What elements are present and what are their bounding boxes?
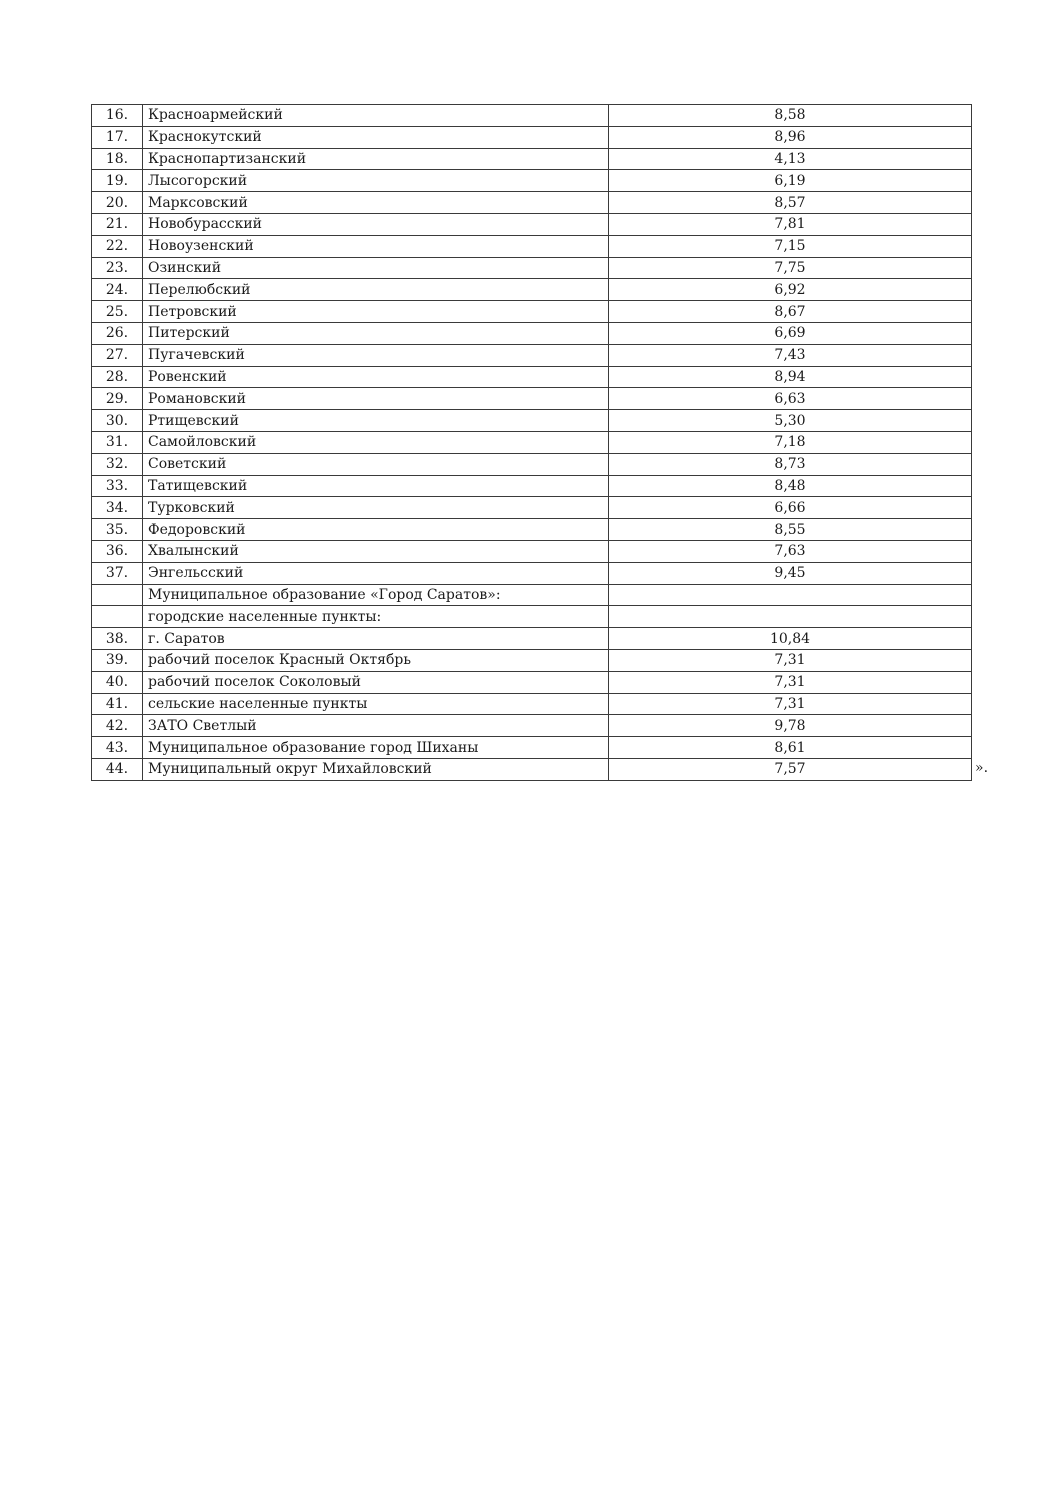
coefficient-value-cell: 7,31 — [609, 649, 972, 671]
row-number-cell: 27. — [92, 344, 143, 366]
coefficient-value-cell: 6,19 — [609, 170, 972, 192]
table-row — [92, 344, 972, 366]
municipality-name-cell: Самойловский — [143, 431, 609, 453]
row-number-cell: 24. — [92, 279, 143, 301]
municipality-name-cell: Краснокутский — [143, 126, 609, 148]
row-number-cell: 18. — [92, 148, 143, 170]
municipality-name-cell: Муниципальный округ Михайловский — [143, 758, 609, 780]
row-number-cell: 44. — [92, 758, 143, 780]
coefficient-value-cell: 9,78 — [609, 715, 972, 737]
closing-quote-mark: ». — [975, 760, 989, 776]
row-number-cell — [92, 584, 143, 606]
municipality-name-cell: Марксовский — [143, 192, 609, 214]
municipality-name-cell: Ртищевский — [143, 410, 609, 432]
municipality-name-cell: городские населенные пункты: — [143, 606, 609, 628]
table-row — [92, 758, 972, 780]
row-number-cell: 41. — [92, 693, 143, 715]
municipality-name-cell: Красноармейский — [143, 105, 609, 127]
municipality-name-cell: Муниципальное образование город Шиханы — [143, 737, 609, 759]
row-number-cell: 16. — [92, 105, 143, 127]
municipality-name-cell: г. Саратов — [143, 628, 609, 650]
row-number-cell: 19. — [92, 170, 143, 192]
table-row — [92, 301, 972, 323]
municipality-name-cell: Советский — [143, 453, 609, 475]
municipality-name-cell: Перелюбский — [143, 279, 609, 301]
municipality-name-cell: Энгельсский — [143, 562, 609, 584]
coefficient-value-cell: 9,45 — [609, 562, 972, 584]
table-row — [92, 519, 972, 541]
row-number-cell: 20. — [92, 192, 143, 214]
row-number-cell: 32. — [92, 453, 143, 475]
municipality-name-cell: Пугачевский — [143, 344, 609, 366]
row-number-cell: 28. — [92, 366, 143, 388]
coefficient-value-cell: 10,84 — [609, 628, 972, 650]
row-number-cell: 26. — [92, 322, 143, 344]
coefficient-value-cell: 8,58 — [609, 105, 972, 127]
table-body — [92, 105, 972, 781]
row-number-cell: 23. — [92, 257, 143, 279]
table-row — [92, 715, 972, 737]
table-row — [92, 606, 972, 628]
table-row — [92, 148, 972, 170]
table-row — [92, 584, 972, 606]
municipality-name-cell: Федоровский — [143, 519, 609, 541]
coefficient-value-cell: 6,63 — [609, 388, 972, 410]
row-number-cell: 35. — [92, 519, 143, 541]
coefficient-value-cell: 8,73 — [609, 453, 972, 475]
municipality-name-cell: Романовский — [143, 388, 609, 410]
coefficient-value-cell — [609, 606, 972, 628]
coefficients-table — [91, 104, 972, 781]
municipality-name-cell: Ровенский — [143, 366, 609, 388]
table-row — [92, 540, 972, 562]
table-row — [92, 279, 972, 301]
coefficient-value-cell: 8,61 — [609, 737, 972, 759]
table-row — [92, 693, 972, 715]
coefficient-value-cell: 7,31 — [609, 693, 972, 715]
row-number-cell: 29. — [92, 388, 143, 410]
row-number-cell: 38. — [92, 628, 143, 650]
coefficient-value-cell: 6,92 — [609, 279, 972, 301]
table-row — [92, 322, 972, 344]
coefficient-value-cell: 8,94 — [609, 366, 972, 388]
municipality-name-cell: ЗАТО Светлый — [143, 715, 609, 737]
row-number-cell: 17. — [92, 126, 143, 148]
municipality-name-cell: Петровский — [143, 301, 609, 323]
municipality-name-cell: Турковский — [143, 497, 609, 519]
coefficient-value-cell: 7,57 — [609, 758, 972, 780]
coefficient-value-cell: 7,15 — [609, 235, 972, 257]
row-number-cell: 31. — [92, 431, 143, 453]
table-row — [92, 388, 972, 410]
row-number-cell: 22. — [92, 235, 143, 257]
table-row — [92, 235, 972, 257]
coefficient-value-cell: 7,43 — [609, 344, 972, 366]
coefficient-value-cell — [609, 584, 972, 606]
row-number-cell: 42. — [92, 715, 143, 737]
municipality-name-cell: сельские населенные пункты — [143, 693, 609, 715]
table-row — [92, 497, 972, 519]
table-row — [92, 126, 972, 148]
table-row — [92, 475, 972, 497]
municipality-name-cell: рабочий поселок Красный Октябрь — [143, 649, 609, 671]
row-number-cell: 33. — [92, 475, 143, 497]
municipality-name-cell: Муниципальное образование «Город Саратов»: — [143, 584, 609, 606]
row-number-cell: 30. — [92, 410, 143, 432]
municipality-name-cell: рабочий поселок Соколовый — [143, 671, 609, 693]
row-number-cell: 34. — [92, 497, 143, 519]
coefficient-value-cell: 6,69 — [609, 322, 972, 344]
municipality-name-cell: Краснопартизанский — [143, 148, 609, 170]
row-number-cell: 40. — [92, 671, 143, 693]
table-row — [92, 192, 972, 214]
table-row — [92, 170, 972, 192]
coefficient-value-cell: 8,96 — [609, 126, 972, 148]
coefficient-value-cell: 8,67 — [609, 301, 972, 323]
table-row — [92, 628, 972, 650]
coefficient-value-cell: 7,81 — [609, 213, 972, 235]
municipality-name-cell: Новобурасский — [143, 213, 609, 235]
municipality-name-cell: Татищевский — [143, 475, 609, 497]
row-number-cell: 25. — [92, 301, 143, 323]
table-row — [92, 105, 972, 127]
row-number-cell: 36. — [92, 540, 143, 562]
table-row — [92, 257, 972, 279]
coefficient-value-cell: 6,66 — [609, 497, 972, 519]
municipality-name-cell: Питерский — [143, 322, 609, 344]
row-number-cell: 37. — [92, 562, 143, 584]
table-row — [92, 737, 972, 759]
table-row — [92, 410, 972, 432]
coefficient-value-cell: 4,13 — [609, 148, 972, 170]
row-number-cell — [92, 606, 143, 628]
municipality-name-cell: Озинский — [143, 257, 609, 279]
coefficient-value-cell: 5,30 — [609, 410, 972, 432]
row-number-cell: 21. — [92, 213, 143, 235]
coefficient-value-cell: 7,63 — [609, 540, 972, 562]
table-row — [92, 366, 972, 388]
table-row — [92, 431, 972, 453]
municipality-name-cell: Новоузенский — [143, 235, 609, 257]
table-row — [92, 453, 972, 475]
row-number-cell: 43. — [92, 737, 143, 759]
table-row — [92, 671, 972, 693]
table-row — [92, 213, 972, 235]
row-number-cell: 39. — [92, 649, 143, 671]
coefficient-value-cell: 7,18 — [609, 431, 972, 453]
coefficient-value-cell: 7,31 — [609, 671, 972, 693]
table-row — [92, 562, 972, 584]
coefficient-value-cell: 8,55 — [609, 519, 972, 541]
coefficient-value-cell: 7,75 — [609, 257, 972, 279]
coefficient-value-cell: 8,57 — [609, 192, 972, 214]
table-row — [92, 649, 972, 671]
coefficient-value-cell: 8,48 — [609, 475, 972, 497]
municipality-name-cell: Хвалынский — [143, 540, 609, 562]
municipality-name-cell: Лысогорский — [143, 170, 609, 192]
